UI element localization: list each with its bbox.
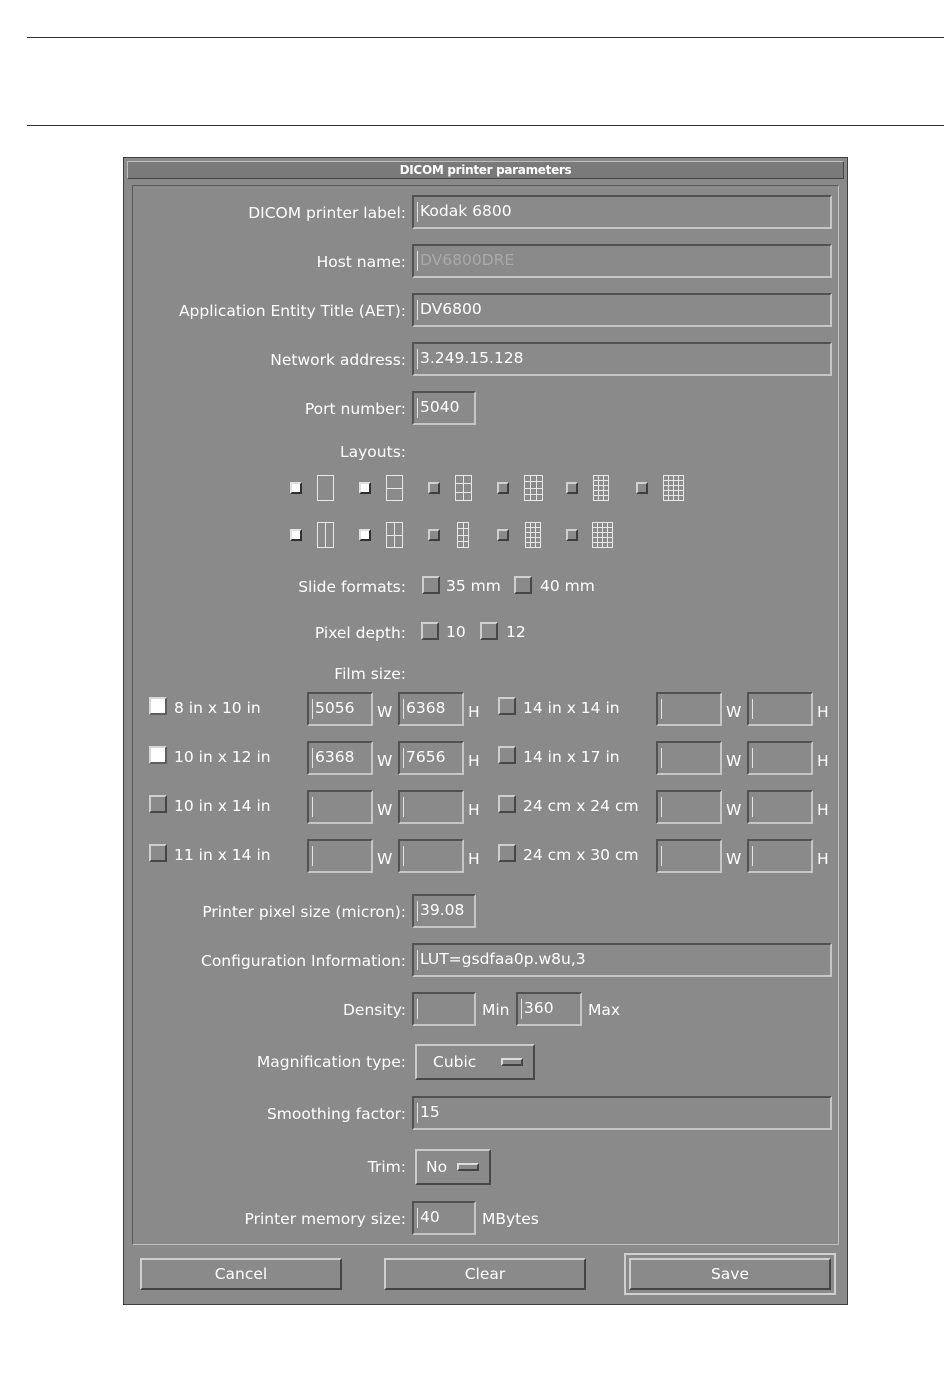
button-bar: [132, 1248, 839, 1300]
parameters-form: [132, 185, 839, 1245]
film-14x17-width-input[interactable]: [656, 741, 722, 775]
slide-35mm-label: 35 mm: [446, 577, 501, 595]
network-address-label: Network address:: [270, 351, 406, 369]
slide-40mm-checkbox[interactable]: [514, 576, 532, 594]
option-menu-indicator-icon: [501, 1058, 523, 1066]
aet-label: Application Entity Title (AET):: [178, 302, 406, 320]
density-max-input[interactable]: 360: [516, 992, 582, 1026]
film-10x14-label: 10 in x 14 in: [174, 797, 271, 815]
film-8x10-h-label: H: [468, 703, 480, 721]
layout-checkbox-1x2[interactable]: [359, 482, 371, 494]
magnification-option-menu[interactable]: [415, 1044, 535, 1080]
config-info-label: Configuration Information:: [201, 952, 406, 970]
host-name-input[interactable]: DV6800DRE: [412, 244, 832, 278]
magnification-value: Cubic: [433, 1053, 477, 1071]
layout-3x5-icon: [593, 475, 609, 501]
pixel-size-input[interactable]: 39.08: [412, 894, 476, 928]
film-8x10-width-input[interactable]: 5056: [307, 692, 373, 726]
smoothing-input[interactable]: 15: [412, 1096, 832, 1130]
film-10x12-checkbox[interactable]: [149, 746, 167, 764]
layout-1x2-icon: [386, 475, 403, 501]
density-max-label: Max: [588, 1001, 621, 1019]
pixel-depth-12-checkbox[interactable]: [480, 622, 498, 640]
film-14x14-width-input[interactable]: [656, 692, 722, 726]
film-14x17-h-label: H: [817, 752, 829, 770]
film-10x12-label: 10 in x 12 in: [174, 748, 271, 766]
layout-3x4-icon: [524, 475, 543, 501]
layouts-label: Layouts:: [340, 443, 406, 461]
layout-2x4-icon: [457, 522, 469, 548]
film-8x10-checkbox[interactable]: [149, 697, 167, 715]
aet-input[interactable]: DV6800: [412, 293, 832, 327]
trim-label: Trim:: [367, 1158, 406, 1176]
option-menu-indicator-icon: [457, 1163, 479, 1171]
memory-label: Printer memory size:: [244, 1210, 406, 1228]
film-24x24-w-label: W: [726, 801, 742, 819]
pixel-depth-10-label: 10: [446, 623, 466, 641]
layout-4x5b-icon: [592, 522, 613, 548]
layout-checkbox-2x1[interactable]: [290, 529, 302, 541]
film-10x12-w-label: W: [377, 752, 393, 770]
film-11x14-height-input[interactable]: [398, 839, 464, 873]
film-14x14-label: 14 in x 14 in: [523, 699, 620, 717]
film-24x30-height-input[interactable]: [747, 839, 813, 873]
port-number-input[interactable]: 5040: [412, 391, 476, 425]
pixel-depth-10-checkbox[interactable]: [421, 622, 439, 640]
film-11x14-w-label: W: [377, 850, 393, 868]
clear-button[interactable]: Clear: [384, 1258, 586, 1290]
layout-checkbox-2x3[interactable]: [428, 482, 440, 494]
density-min-input[interactable]: [412, 992, 476, 1026]
layout-2x2-icon: [386, 522, 403, 548]
film-24x30-label: 24 cm x 30 cm: [523, 846, 639, 864]
film-10x14-width-input[interactable]: [307, 790, 373, 824]
film-24x24-label: 24 cm x 24 cm: [523, 797, 639, 815]
printer-label-label: DICOM printer label:: [248, 204, 406, 222]
layout-checkbox-4x5b[interactable]: [566, 529, 578, 541]
printer-label-input[interactable]: Kodak 6800: [412, 195, 832, 229]
layout-3x5b-icon: [525, 522, 541, 548]
config-info-input[interactable]: LUT=gsdfaa0p.w8u,3: [412, 943, 832, 977]
film-24x30-h-label: H: [817, 850, 829, 868]
layout-checkbox-3x4[interactable]: [497, 482, 509, 494]
film-24x30-width-input[interactable]: [656, 839, 722, 873]
memory-unit-label: MBytes: [482, 1210, 539, 1228]
layout-2x3-icon: [455, 475, 472, 501]
pixel-depth-12-label: 12: [506, 623, 526, 641]
film-14x14-height-input[interactable]: [747, 692, 813, 726]
film-24x30-w-label: W: [726, 850, 742, 868]
film-24x24-height-input[interactable]: [747, 790, 813, 824]
film-14x14-h-label: H: [817, 703, 829, 721]
pixel-size-label: Printer pixel size (micron):: [202, 903, 406, 921]
film-11x14-label: 11 in x 14 in: [174, 846, 271, 864]
film-8x10-height-input[interactable]: 6368: [398, 692, 464, 726]
film-24x30-checkbox[interactable]: [498, 844, 516, 862]
smoothing-label: Smoothing factor:: [266, 1105, 406, 1123]
density-min-label: Min: [482, 1001, 510, 1019]
film-10x14-h-label: H: [468, 801, 480, 819]
film-10x14-height-input[interactable]: [398, 790, 464, 824]
film-11x14-h-label: H: [468, 850, 480, 868]
pixel-depth-label: Pixel depth:: [314, 624, 406, 642]
layout-1x1-icon: [317, 475, 334, 501]
film-size-label: Film size:: [334, 665, 406, 683]
film-24x24-h-label: H: [817, 801, 829, 819]
window-title[interactable]: DICOM printer parameters: [127, 161, 844, 179]
layout-checkbox-4x5[interactable]: [636, 482, 648, 494]
film-14x14-w-label: W: [726, 703, 742, 721]
film-10x12-width-input[interactable]: 6368: [307, 741, 373, 775]
film-11x14-width-input[interactable]: [307, 839, 373, 873]
film-11x14-checkbox[interactable]: [149, 844, 167, 862]
top-rule-2: [27, 125, 944, 126]
memory-input[interactable]: 40: [412, 1201, 476, 1235]
film-10x14-checkbox[interactable]: [149, 795, 167, 813]
host-name-label: Host name:: [316, 253, 406, 271]
slide-formats-label: Slide formats:: [298, 578, 406, 596]
layout-checkbox-3x5b[interactable]: [497, 529, 509, 541]
layout-checkbox-1x1[interactable]: [290, 482, 302, 494]
network-address-input[interactable]: 3.249.15.128: [412, 342, 832, 376]
film-14x14-checkbox[interactable]: [498, 697, 516, 715]
trim-value: No: [426, 1158, 448, 1176]
save-button[interactable]: Save: [629, 1258, 831, 1290]
film-14x17-checkbox[interactable]: [498, 746, 516, 764]
film-14x17-height-input[interactable]: [747, 741, 813, 775]
slide-35mm-checkbox[interactable]: [422, 576, 440, 594]
film-14x17-label: 14 in x 17 in: [523, 748, 620, 766]
layout-2x1-icon: [317, 522, 334, 548]
layout-checkbox-2x4[interactable]: [428, 529, 440, 541]
film-24x24-width-input[interactable]: [656, 790, 722, 824]
port-number-label: Port number:: [304, 400, 406, 418]
layout-checkbox-3x5[interactable]: [566, 482, 578, 494]
film-10x14-w-label: W: [377, 801, 393, 819]
film-8x10-label: 8 in x 10 in: [174, 699, 261, 717]
film-10x12-h-label: H: [468, 752, 480, 770]
layout-checkbox-2x2[interactable]: [359, 529, 371, 541]
cancel-button[interactable]: Cancel: [140, 1258, 342, 1290]
layout-4x5-icon: [663, 475, 684, 501]
film-14x17-w-label: W: [726, 752, 742, 770]
slide-40mm-label: 40 mm: [540, 577, 595, 595]
magnification-label: Magnification type:: [256, 1053, 406, 1071]
trim-option-menu[interactable]: [415, 1149, 491, 1185]
film-10x12-height-input[interactable]: 7656: [398, 741, 464, 775]
film-8x10-w-label: W: [377, 703, 393, 721]
density-label: Density:: [342, 1001, 406, 1019]
top-rule-1: [27, 37, 944, 38]
film-24x24-checkbox[interactable]: [498, 795, 516, 813]
dicom-printer-dialog: [123, 157, 848, 1305]
